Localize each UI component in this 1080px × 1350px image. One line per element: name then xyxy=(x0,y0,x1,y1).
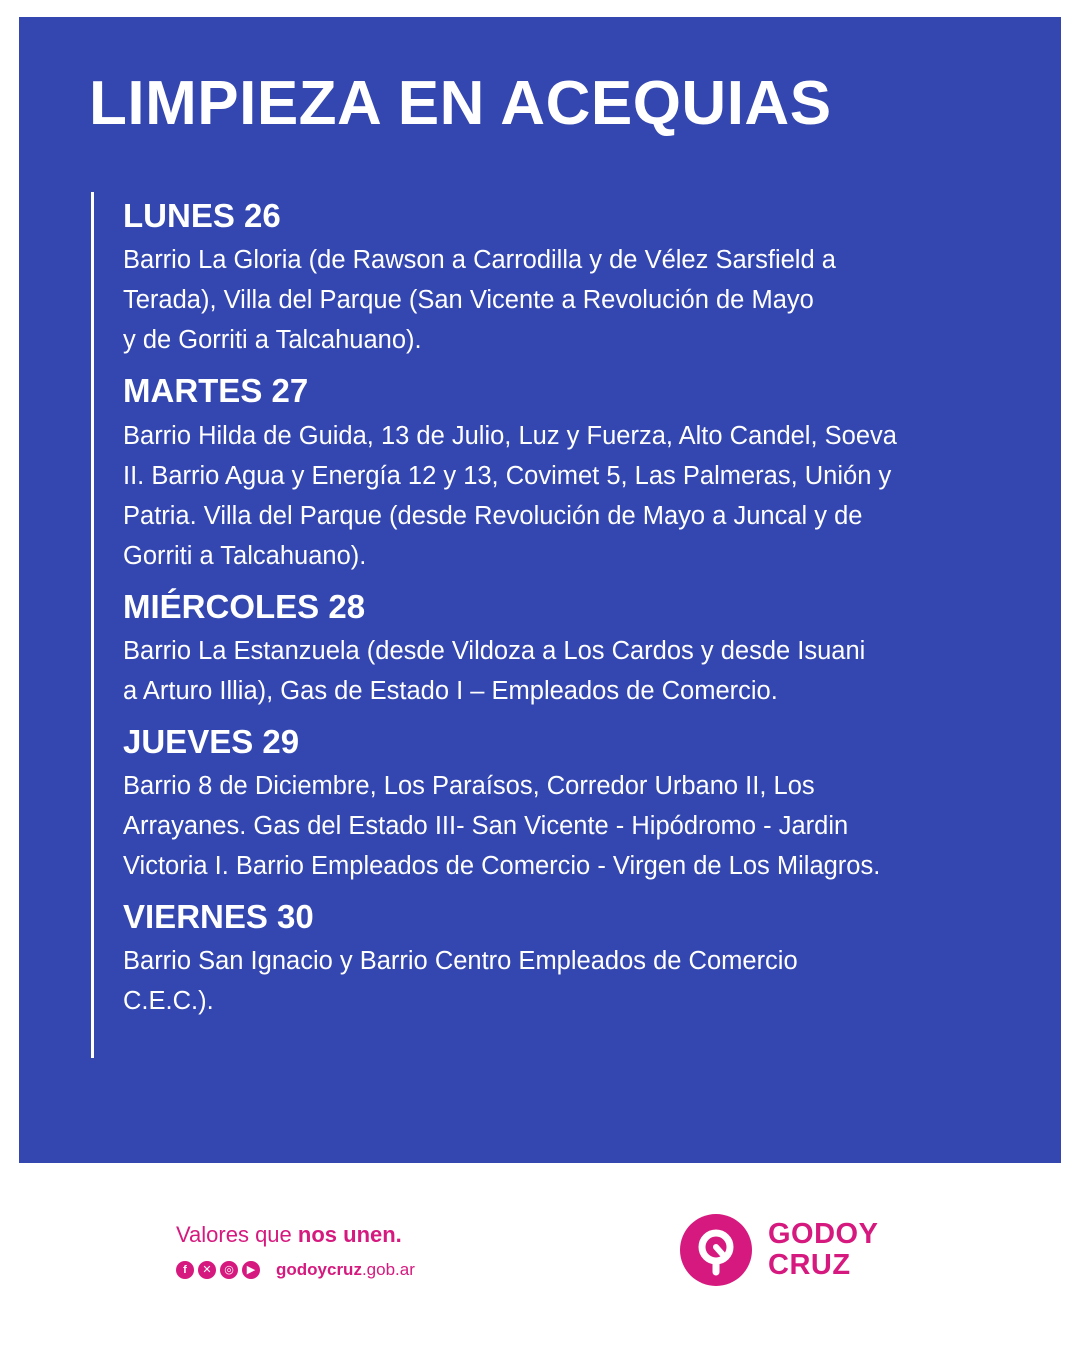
day-tuesday xyxy=(123,373,1011,575)
instagram-icon[interactable]: ◎ xyxy=(220,1261,238,1279)
tagline-regular: Valores que xyxy=(176,1222,298,1247)
social-links xyxy=(176,1260,476,1280)
day-name: MARTES 27 xyxy=(123,372,309,410)
godoy-cruz-logo xyxy=(680,1214,878,1286)
logo-line-1: GODOY xyxy=(768,1218,879,1250)
logo-mark-icon xyxy=(680,1214,752,1286)
day-description: Barrio Hilda de Guida, 13 de Julio, Luz y Fuerza, Alto Candel, Soeva II. Barrio Agua y Energía 12 y 13, Covimet 5, Las Palmeras, Unión y Patria. Villa del Parque (desde Revolución de Mayo a Juncal y de Gorriti a Talcahuano). xyxy=(123,421,897,570)
logo-wordmark xyxy=(768,1219,878,1281)
day-friday xyxy=(123,899,1011,1021)
schedule-panel xyxy=(19,17,1061,1163)
day-monday xyxy=(123,198,1011,360)
tagline-bold: nos unen. xyxy=(297,1222,402,1247)
x-icon[interactable]: ✕ xyxy=(198,1261,216,1279)
day-name: VIERNES 30 xyxy=(123,898,314,936)
day-wednesday xyxy=(123,589,1011,711)
day-thursday xyxy=(123,724,1011,886)
facebook-icon[interactable]: f xyxy=(176,1261,194,1279)
page-title: LIMPIEZA EN ACEQUIAS xyxy=(89,69,832,138)
tagline xyxy=(176,1222,476,1248)
day-description: Barrio 8 de Diciembre, Los Paraísos, Corredor Urbano II, Los Arrayanes. Gas del Estado III- San Vicente - Hipódromo - Jardin Victoria I. Barrio Empleados de Comercio - Virgen de Los Milagros. xyxy=(123,772,881,881)
day-description: Barrio La Gloria (de Rawson a Carrodilla y de Vélez Sarsfield a Terada), Villa del Parque (San Vicente a Revolución de Mayo y de Gorriti a Talcahuano). xyxy=(123,246,836,355)
schedule-list xyxy=(91,192,1011,1058)
logo-line-2: CRUZ xyxy=(768,1249,851,1281)
day-name: MIÉRCOLES 28 xyxy=(123,587,366,625)
website-rest: .gob.ar xyxy=(361,1260,415,1280)
footer-info xyxy=(176,1222,476,1280)
website-link[interactable] xyxy=(276,1260,415,1280)
youtube-icon[interactable]: ▶ xyxy=(242,1261,260,1279)
website-bold: godoycruz xyxy=(276,1260,362,1280)
day-name: JUEVES 29 xyxy=(123,722,300,760)
day-description: Barrio San Ignacio y Barrio Centro Empleados de Comercio C.E.C.). xyxy=(123,947,798,1016)
day-name: LUNES 26 xyxy=(123,197,281,234)
day-description: Barrio La Estanzuela (desde Vildoza a Los Cardos y desde Isuani a Arturo Illia), Gas de Estado I – Empleados de Comercio. xyxy=(123,636,866,705)
